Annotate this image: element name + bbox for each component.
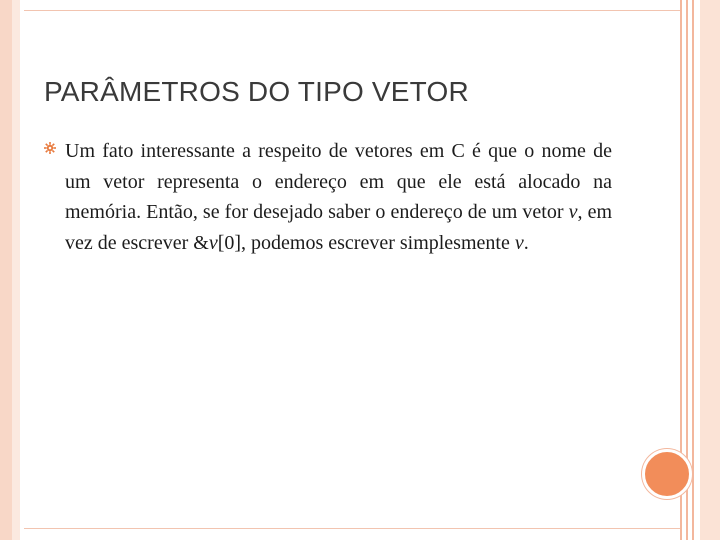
frame-right-panel bbox=[700, 0, 720, 540]
variable-v: v bbox=[568, 201, 578, 223]
frame-bottom-line bbox=[24, 528, 680, 529]
slide-title: PARÂMETROS DO TIPO VETOR bbox=[44, 76, 469, 107]
bullet-text-part: Um fato interessante a respeito de vetores em C é que o nome de um vetor representa o endereço em que ele está alocado na memória. Então, se for desejado saber o endereço de um vetor bbox=[65, 140, 612, 223]
bullet-text-part: . bbox=[523, 231, 529, 254]
frame-top-line bbox=[24, 10, 680, 11]
variable-v: v bbox=[514, 231, 524, 254]
frame-right-stripe bbox=[692, 0, 694, 540]
sun-gear-icon bbox=[44, 142, 56, 154]
bullet-text-part: [0], podemos escrever simplesmente bbox=[217, 231, 515, 254]
decorative-circle bbox=[642, 449, 692, 499]
frame-left-inner-border bbox=[12, 0, 20, 540]
frame-left-border bbox=[0, 0, 12, 540]
bullet-text-part: , em vez de escrever & bbox=[65, 201, 613, 254]
bullet-text bbox=[65, 136, 612, 258]
variable-v: v bbox=[208, 231, 218, 254]
